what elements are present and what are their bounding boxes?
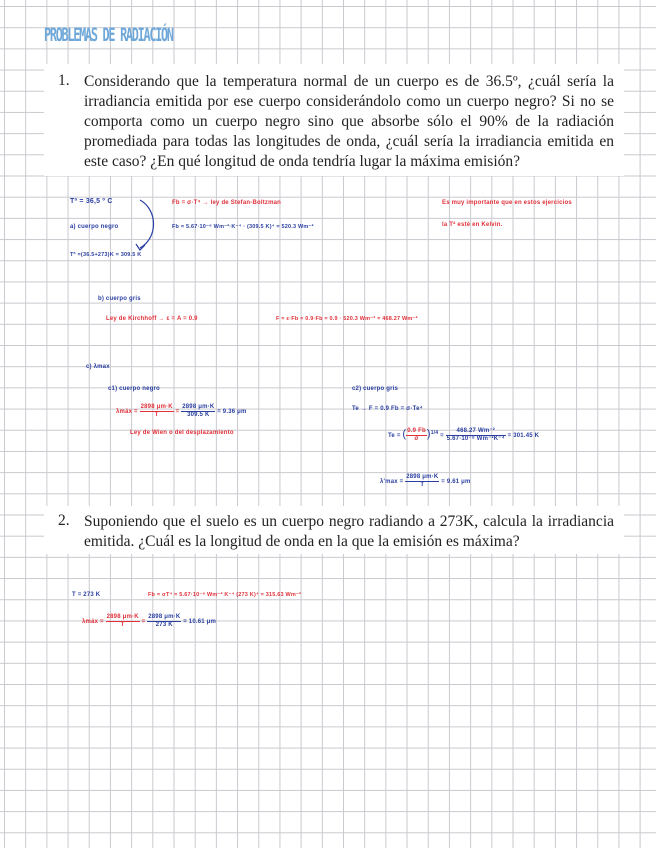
note-q2-result: = 10.61 μm (183, 619, 217, 626)
question-1-text: Considerando que la temperatura normal de un cuerpo es de 36.5º, ¿cuál sería la irradiancia emitida por ese cuerpo considerándolo como un cuerpo negro? Si no se comporta como un cuerpo negro sino que absorbe sólo el 90% de la radiación promediada para todas las longitudes de onda, ¿cuál sería la irradiancia emitida en este caso? ¿En qué longitud de onda tendría lugar la máxima emisión? (84, 73, 614, 170)
bracket-arrow-icon (118, 198, 158, 256)
question-2-number: 2. (58, 512, 70, 529)
note-q2-flux: Fb = σT⁴ = 5.67·10⁻⁸ Wm⁻² K⁻⁴ (273 K)⁴ = 315.63 Wm⁻² (148, 592, 302, 598)
note-c1-lambda: λmáx = (116, 409, 138, 416)
note-gray-flux: F = ε·Fb = 0.9·Fb = 0.9 · 520.3 Wm⁻² = 468.27 Wm⁻² (276, 316, 418, 322)
note-tip-1: Es muy importante que en estos ejercicios (442, 200, 572, 206)
question-2-text: Suponiendo que el suelo es un cuerpo negro radiando a 273K, calcula la irradiancia emitida. ¿Cuál es la longitud de onda en la que la emisión es máxima? (84, 513, 614, 550)
note-c1-label: c1) cuerpo negro (108, 386, 160, 392)
note-b-label: b) cuerpo gris (98, 296, 141, 302)
note-stefan-law: Fb = σ·T⁴ → ley de Stefan-Boltzman (172, 200, 282, 206)
question-1-number: 1. (58, 72, 70, 89)
note-q2-temp: T = 273 K (72, 592, 101, 598)
note-c-label: c) λmax (86, 364, 110, 370)
note-c1-formula: λmáx = $\frac{2898 \mu m\cdot K}{T}$ = $\frac{2898 \mu m\cdot K}{309.5 K}$ = 9.36 μm (116, 404, 247, 418)
note-wien: Ley de Wien o del desplazamiento (130, 430, 234, 436)
note-tip-2: la Tª esté en Kelvin. (442, 222, 503, 228)
note-c1-frac-2: $\frac{2898 \mu m\cdot K}{309.5 K}$ (182, 404, 215, 418)
note-c2-lambda: λ'max = $\frac{2898 \mu m\cdot K}{T}$ = 9.61 μm (380, 474, 471, 488)
note-c2-frac-1: $\frac{0.9 Fb}{\sigma}$ (407, 428, 426, 442)
note-c2-frac-3: $\frac{2898 \mu m\cdot K}{T}$ (406, 474, 439, 488)
note-c2-exponent: 1/4 (430, 430, 439, 437)
note-c2-label: c2) cuerpo gris (352, 386, 399, 392)
note-c1-result: = 9.36 μm (217, 409, 247, 416)
note-a-label: a) cuerpo negro (70, 224, 119, 230)
note-temp-kelvin: Tª =(36.5+273)K = 309.5 K (70, 252, 142, 258)
note-q2-frac-1: $\frac{2898 \mu m\cdot K}{T}$ (106, 614, 139, 628)
note-kirchhoff: Ley de Kirchhoff → ε = A = 0.9 (106, 316, 198, 322)
note-c2-result: = 301.45 K (507, 433, 540, 440)
question-1-box (44, 64, 624, 176)
note-q2-lambda: λmáx = $\frac{2898 \mu m\cdot K}{T}$ = $\frac{2898 \mu m\cdot K}{273 K}$ = 10.61 μm (82, 614, 217, 628)
question-2-box (44, 506, 624, 554)
note-c2-te: Te = ( $\frac{0.9 Fb}{\sigma}$ )$^{1/4}$ = $\frac{\text{468.27 Wm⁻²}}{\text{5.67·10⁻⁸ Wm⁻²K⁻⁴}}$ = 301.45 K (388, 428, 540, 442)
note-c2-frac-2: $\frac{\text{468.27 Wm⁻²}}{\text{5.67·10⁻⁸ Wm⁻²K⁻⁴}}$ (446, 428, 505, 442)
note-c2-equation: Te → F = 0.9 Fb = σ·Te⁴ (352, 406, 423, 412)
note-temp: Tª = 36,5 º C (70, 198, 113, 205)
note-fb-calc: Fb = 5.67·10⁻⁸ Wm⁻²·K⁻⁴ · (309.5 K)⁴ = 520.3 Wm⁻² (172, 224, 314, 230)
note-q2-frac-2: $\frac{2898 \mu m\cdot K}{273 K}$ (148, 614, 181, 628)
note-c2-result-2: = 9.61 μm (441, 479, 471, 486)
page-heading: PROBLEMAS DE RADIACIÓN (44, 24, 173, 46)
note-c1-frac-1: $\frac{2898 \mu m\cdot K}{T}$ (140, 404, 173, 418)
